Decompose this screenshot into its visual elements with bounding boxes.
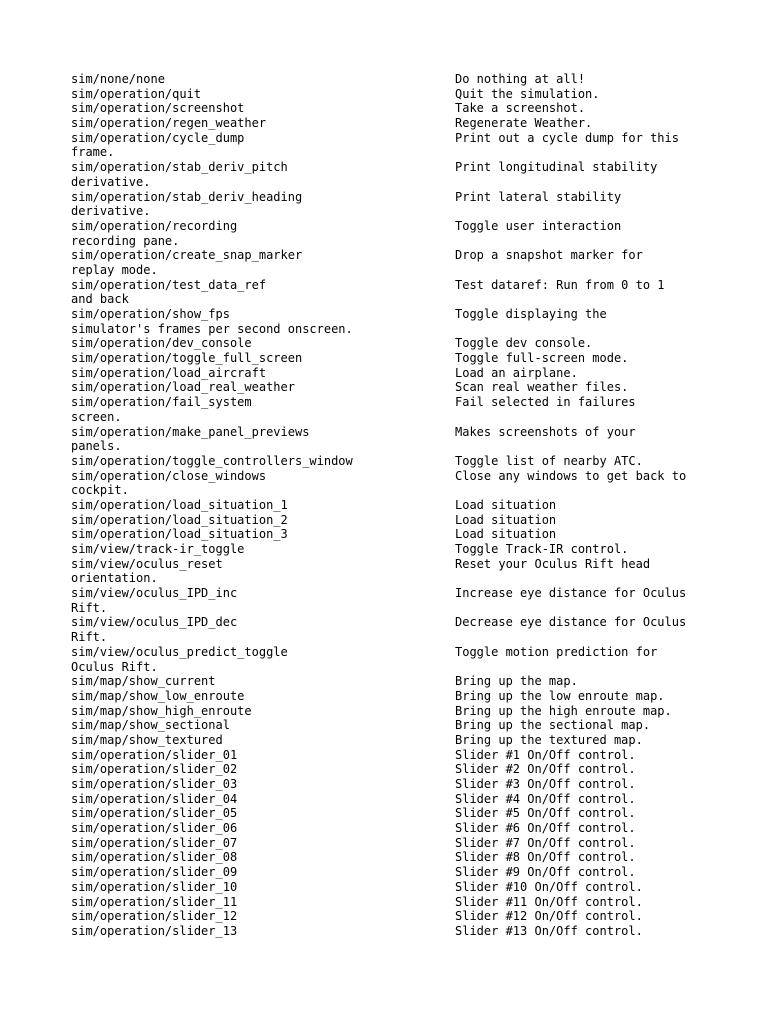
command-description: Scan real weather files. [455, 380, 629, 395]
command-entry [71, 160, 731, 175]
command-name: sim/operation/make_panel_previews [71, 424, 310, 439]
command-name: sim/map/show_sectional [71, 718, 230, 733]
command-entry [71, 336, 731, 351]
command-name: sim/operation/close_windows [71, 468, 267, 483]
description-continuation-line [71, 204, 731, 219]
command-entry [71, 366, 731, 381]
command-entry [71, 806, 731, 821]
command-name: sim/view/oculus_reset [71, 556, 223, 571]
command-description: Toggle motion prediction for [455, 644, 658, 659]
command-entry [71, 219, 731, 234]
command-name: sim/map/show_low_enroute [71, 688, 245, 703]
command-description: Test dataref: Run from 0 to 1 [455, 277, 665, 292]
command-name: sim/operation/slider_04 [71, 791, 238, 806]
command-description: Increase eye distance for Oculus [455, 586, 687, 601]
command-entry [71, 513, 731, 528]
description-continuation: and back [71, 292, 129, 307]
command-description: Toggle displaying the [455, 307, 607, 321]
command-name: sim/operation/fail_system [71, 395, 252, 410]
command-entry [71, 527, 731, 542]
command-entry [71, 865, 731, 880]
command-entry [71, 425, 731, 440]
description-continuation-line [71, 145, 731, 160]
command-name: sim/operation/dev_console [71, 336, 252, 351]
command-description: Bring up the textured map. [455, 732, 643, 747]
description-continuation: frame. [71, 145, 115, 160]
command-name: sim/operation/slider_13 [71, 923, 238, 938]
command-entry [71, 557, 731, 572]
command-description: Print out a cycle dump for this [455, 130, 679, 145]
command-description: Fail selected in failures [455, 395, 636, 410]
command-description: Decrease eye distance for Oculus [455, 615, 687, 630]
command-description: Slider #7 On/Off control. [455, 835, 636, 850]
command-name: sim/view/oculus_IPD_inc [71, 586, 238, 601]
command-entry [71, 307, 731, 322]
description-continuation: panels. [71, 439, 122, 454]
description-continuation: Rift. [71, 630, 108, 645]
description-continuation: Oculus Rift. [71, 659, 158, 674]
command-name: sim/operation/create_snap_marker [71, 248, 303, 263]
command-entry [71, 116, 731, 131]
command-description: Bring up the sectional map. [455, 718, 651, 733]
description-continuation-line [71, 483, 731, 498]
description-continuation-line [71, 410, 731, 425]
command-description: Print longitudinal stability [455, 160, 658, 175]
command-description: Bring up the high enroute map. [455, 703, 672, 718]
command-description: Toggle list of nearby ATC. [455, 453, 643, 468]
command-entry [71, 777, 731, 792]
command-entry [71, 674, 731, 689]
command-description: Toggle Track-IR control. [455, 542, 629, 556]
command-description: Makes screenshots of your [455, 424, 636, 439]
description-continuation: Rift. [71, 600, 108, 615]
command-description: Regenerate Weather. [455, 116, 593, 131]
command-description: Slider #6 On/Off control. [455, 821, 636, 836]
command-entry [71, 72, 731, 87]
command-name: sim/operation/test_data_ref [71, 277, 267, 292]
command-name: sim/operation/slider_05 [71, 806, 238, 821]
command-name: sim/operation/show_fps [71, 307, 230, 321]
description-continuation-line [71, 234, 731, 249]
command-description: Slider #11 On/Off control. [455, 894, 643, 909]
command-description: Slider #9 On/Off control. [455, 865, 636, 880]
command-description: Bring up the map. [455, 674, 578, 689]
command-entry [71, 689, 731, 704]
command-name: sim/view/oculus_IPD_dec [71, 615, 238, 630]
command-name: sim/operation/slider_03 [71, 777, 238, 791]
command-entry [71, 101, 731, 116]
command-entry [71, 762, 731, 777]
description-continuation: derivative. [71, 204, 151, 219]
command-entry [71, 836, 731, 851]
command-name: sim/operation/cycle_dump [71, 130, 245, 145]
command-name: sim/operation/toggle_full_screen [71, 351, 303, 366]
command-description: Slider #10 On/Off control. [455, 879, 643, 894]
command-name: sim/operation/screenshot [71, 101, 245, 116]
description-continuation-line [71, 571, 731, 586]
command-name: sim/map/show_textured [71, 732, 223, 747]
description-continuation-line [71, 439, 731, 454]
description-continuation-line [71, 175, 731, 190]
command-description: Quit the simulation. [455, 86, 600, 101]
description-continuation-line [71, 263, 731, 278]
description-continuation-line [71, 660, 731, 675]
command-name: sim/operation/slider_11 [71, 894, 238, 909]
command-name: sim/operation/stab_deriv_pitch [71, 160, 288, 175]
command-entry [71, 454, 731, 469]
command-entry [71, 792, 731, 807]
command-name: sim/operation/load_situation_1 [71, 497, 288, 512]
command-entry [71, 586, 731, 601]
command-name: sim/operation/load_aircraft [71, 365, 267, 380]
command-name: sim/operation/toggle_controllers_window [71, 453, 353, 468]
command-name: sim/operation/slider_07 [71, 835, 238, 850]
command-entry [71, 615, 731, 630]
command-name: sim/operation/slider_06 [71, 821, 238, 836]
command-name: sim/none/none [71, 72, 165, 86]
command-entry [71, 645, 731, 660]
command-entry [71, 821, 731, 836]
command-entry [71, 909, 731, 924]
command-entry [71, 850, 731, 865]
command-entry [71, 469, 731, 484]
description-continuation: orientation. [71, 571, 158, 586]
command-description: Slider #13 On/Off control. [455, 923, 643, 938]
command-description: Slider #1 On/Off control. [455, 747, 636, 762]
command-name: sim/operation/load_situation_3 [71, 527, 288, 542]
description-continuation: derivative. [71, 174, 151, 189]
description-continuation: replay mode. [71, 262, 158, 277]
command-entry [71, 87, 731, 102]
command-name: sim/operation/slider_10 [71, 879, 238, 894]
command-description: Load situation [455, 512, 557, 527]
command-description: Slider #3 On/Off control. [455, 777, 636, 791]
command-description: Reset your Oculus Rift head [455, 556, 651, 571]
command-name: sim/operation/slider_12 [71, 909, 238, 924]
command-name: sim/operation/slider_08 [71, 850, 238, 865]
command-entry [71, 542, 731, 557]
description-continuation-line [71, 630, 731, 645]
description-continuation: simulator's frames per second onscreen. [71, 321, 353, 336]
description-continuation: cockpit. [71, 483, 129, 498]
command-name: sim/operation/slider_01 [71, 747, 238, 762]
command-description: Take a screenshot. [455, 101, 586, 116]
command-name: sim/map/show_high_enroute [71, 703, 252, 718]
command-name: sim/operation/stab_deriv_heading [71, 189, 303, 204]
command-entry [71, 131, 731, 146]
command-entry [71, 733, 731, 748]
command-name: sim/operation/load_situation_2 [71, 512, 288, 527]
command-description: Close any windows to get back to [455, 468, 687, 483]
command-entry [71, 748, 731, 763]
command-description: Toggle full-screen mode. [455, 351, 629, 366]
command-entry [71, 190, 731, 205]
command-entry [71, 395, 731, 410]
command-name: sim/operation/regen_weather [71, 116, 267, 131]
command-description: Toggle user interaction [455, 218, 622, 233]
command-entry [71, 880, 731, 895]
command-description: Slider #8 On/Off control. [455, 850, 636, 865]
command-entry [71, 704, 731, 719]
command-description: Slider #2 On/Off control. [455, 762, 636, 777]
command-entry [71, 351, 731, 366]
command-name: sim/operation/slider_02 [71, 762, 238, 777]
command-entry [71, 498, 731, 513]
description-continuation-line [71, 601, 731, 616]
command-name: sim/operation/load_real_weather [71, 380, 295, 395]
command-description: Print lateral stability [455, 189, 622, 204]
command-description: Load situation [455, 527, 557, 542]
description-continuation-line [71, 292, 731, 307]
command-description: Slider #5 On/Off control. [455, 806, 636, 821]
command-entry [71, 895, 731, 910]
command-name: sim/operation/quit [71, 86, 202, 101]
command-description: Load situation [455, 497, 557, 512]
command-description: Toggle dev console. [455, 336, 593, 351]
command-name: sim/map/show_current [71, 674, 216, 689]
command-list [71, 72, 731, 939]
command-entry [71, 278, 731, 293]
description-continuation: screen. [71, 409, 122, 424]
command-description: Load an airplane. [455, 365, 578, 380]
command-entry [71, 248, 731, 263]
command-name: sim/view/track-ir_toggle [71, 542, 245, 556]
command-entry [71, 380, 731, 395]
command-name: sim/operation/recording [71, 218, 238, 233]
command-name: sim/operation/slider_09 [71, 865, 238, 880]
command-description: Slider #12 On/Off control. [455, 909, 643, 924]
description-continuation: recording pane. [71, 233, 180, 248]
command-entry [71, 718, 731, 733]
command-description: Drop a snapshot marker for [455, 248, 643, 263]
command-description: Slider #4 On/Off control. [455, 791, 636, 806]
description-continuation-line [71, 322, 731, 337]
command-entry [71, 924, 731, 939]
command-name: sim/view/oculus_predict_toggle [71, 644, 288, 659]
command-description: Do nothing at all! [455, 72, 586, 86]
command-description: Bring up the low enroute map. [455, 688, 665, 703]
